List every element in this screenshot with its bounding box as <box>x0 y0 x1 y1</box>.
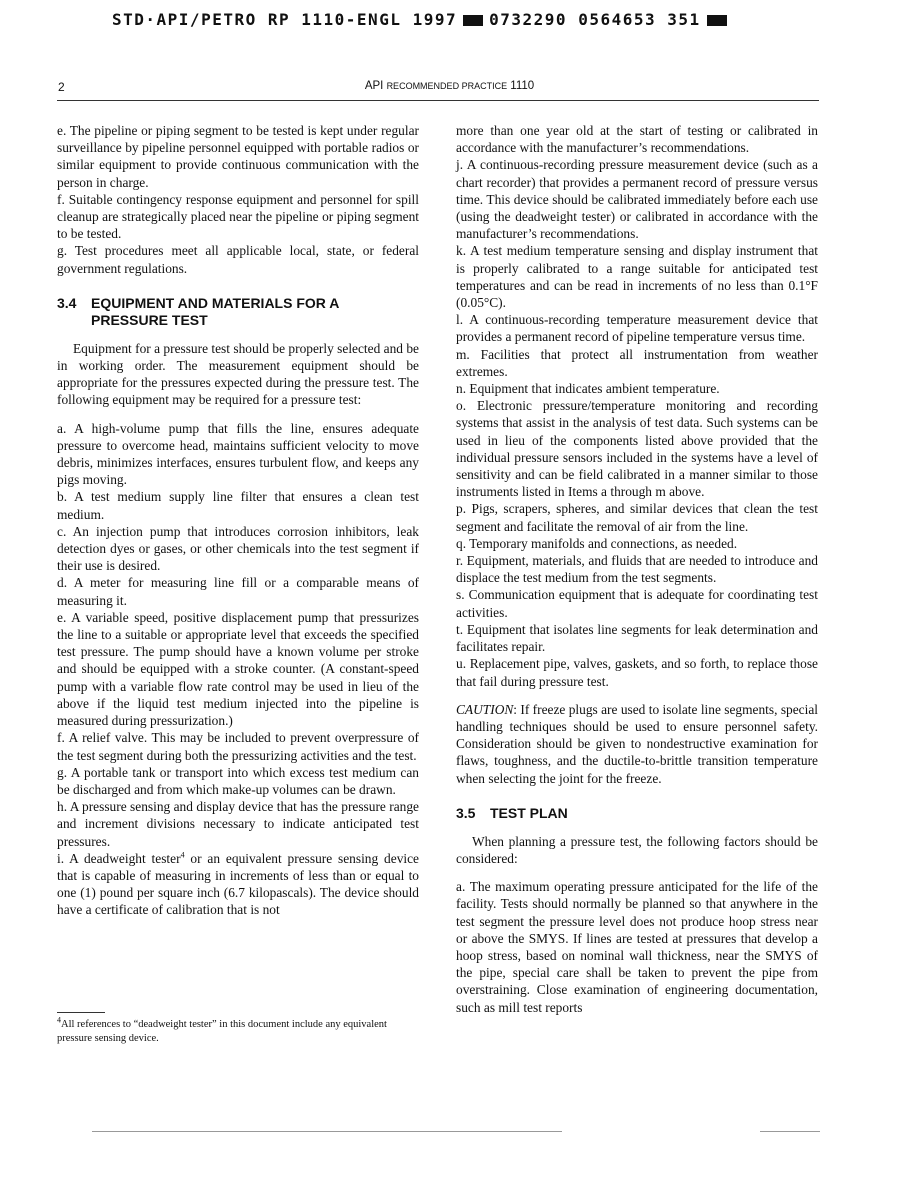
section-3-5-heading <box>456 805 818 822</box>
item-f1: f. Suitable contingency response equipment and personnel for spill cleanup are strategically placed near the pipeline or piping segment to be tested. <box>57 191 419 242</box>
equipment-item-q: q. Temporary manifolds and connections, as needed. <box>456 535 738 551</box>
equipment-item-b: b. A test medium supply line filter that ensures a clean test medium. <box>57 489 419 522</box>
caution-text: : If freeze plugs are used to isolate line segments, special handling techniques should be used to ensure personnel safety. Consideration should be given to nondestructive examination for flaws, toughness, and the ductile-to-brittle transition temperature when selecting the joint for the freeze. <box>456 701 818 786</box>
footnote-text: All references to “deadweight tester” in this document include any equivalent pressure sensing device. <box>57 1019 387 1044</box>
caution-note <box>456 701 818 787</box>
item-i-text: i. A deadweight tester <box>57 850 181 866</box>
item-g1: g. Test procedures meet all applicable local, state, or federal government regulations. <box>57 243 419 276</box>
equipment-item-i <box>57 850 419 919</box>
stamp-block <box>707 15 727 26</box>
item-i-text-cont: or an equivalent pressure sensing device that is capable of measuring in increments of less than or equal to one (1) pound per square inch (6.7 kilopascals). The device should have a certificate of calibration that is not <box>57 850 419 918</box>
page-number: 2 <box>58 80 65 94</box>
equipment-item-n: n. Equipment that indicates ambient temperature. <box>456 381 720 397</box>
caution-label: CAUTION <box>456 701 514 717</box>
equipment-item-d: d. A meter for measuring line fill or a comparable means of measuring it. <box>57 575 419 608</box>
equipment-item-m: m. Facilities that protect all instrumentation from weather extremes. <box>456 346 818 379</box>
equipment-item-t: t. Equipment that isolates line segments for leak determination and facilitates repair. <box>456 621 818 655</box>
section-title: TEST PLAN <box>490 804 568 821</box>
equipment-item-u: u. Replacement pipe, valves, gaskets, and so forth, to replace those that fail during pressure test. <box>456 656 818 689</box>
stamp-prefix: STD·API/PETRO RP 1110-ENGL 1997 <box>112 10 458 29</box>
section-number: 3.5 <box>456 804 476 821</box>
equipment-item-s: s. Communication equipment that is adequate for coordinating test activities. <box>456 587 818 620</box>
section-3-4-heading <box>57 295 419 329</box>
header-rule <box>57 100 819 101</box>
test-plan-item-a: a. The maximum operating pressure anticipated for the life of the facility. Tests should normally be planned so that anywhere in the test segment the pressure level does not produce hoop stress near or above the SMYS. If lines are tested at pressures that develop a hoop stress, based on nominal wall thickness, near the SMYS of the pipe, special care shall be taken to prevent the pipe from overstraining. Close examination of engineering documentation, such as mill test reports <box>456 879 818 1015</box>
equipment-item-j: j. A continuous-recording pressure measurement device (such as a chart recorder) that provides a permanent record of pressure versus time. This device should be calibrated immediately before each use (using the deadweight tester) or calibrated in accordance with the manufacturer’s recommendations. <box>456 157 818 242</box>
footnote-ref: 4 <box>180 850 185 860</box>
equipment-item-r: r. Equipment, materials, and fluids that are needed to introduce and displace the test medium from the test segments. <box>456 553 818 586</box>
left-column <box>57 122 419 919</box>
equipment-item-k: k. A test medium temperature sensing and display instrument that is properly calibrated to a range suitable for anticipated test temperatures and can be read in increments of no less than 0.1°F (0.05°C). <box>456 243 818 311</box>
footnote-rule <box>57 1012 105 1013</box>
test-plan-intro: When planning a pressure test, the following factors should be considered: <box>456 833 818 866</box>
stamp-block <box>463 15 483 26</box>
running-title-num: 1110 <box>507 80 535 92</box>
section-title: EQUIPMENT AND MATERIALS FOR A PRESSURE TEST <box>91 294 339 328</box>
stamp-code: 0732290 0564653 351 <box>489 10 701 29</box>
running-header <box>0 80 899 92</box>
scan-artifact-line <box>92 1131 562 1132</box>
section-number: 3.4 <box>57 294 77 311</box>
equipment-item-c: c. An injection pump that introduces corrosion inhibitors, leak detection dyes or gases, or other chemicals into the test segment if their use is desired. <box>57 523 419 574</box>
equipment-item-g: g. A portable tank or transport into which excess test medium can be discharged and from which make-up volumes can be drawn. <box>57 764 419 797</box>
equipment-item-e: e. A variable speed, positive displacement pump that pressurizes the line to a suitable or appropriate level that exceeds the specified test pressure. The pump should have a known volume per stroke and should be equipped with a stroke counter. (A constant-speed pump with a variable flow rate control may be used in lieu of the above if the liquid test medium injected into the pipeline is measured during pressurization.) <box>57 609 419 729</box>
equipment-item-a: a. A high-volume pump that fills the line, ensures adequate pressure to overcome head, maintains sufficient velocity to move debris, minimizes interfaces, ensures turbulent flow, and keeps any pigs moving. <box>57 420 419 488</box>
footnote-mark: 4 <box>57 1015 61 1025</box>
item-e1: e. The pipeline or piping segment to be tested is kept under regular surveillance by pipeline personnel equipped with portable radios or similar equipment to provide continuous communication with the person in charge. <box>57 123 419 190</box>
equipment-item-h: h. A pressure sensing and display device that has the pressure range and increment divisions necessary to indicate anticipated test pressures. <box>57 799 419 849</box>
equipment-item-o: o. Electronic pressure/temperature monitoring and recording systems that assist in the analysis of test data. Such systems can be used in lieu of the components listed above provided that the individual pressure sensors included in the systems have a level of sensitivity and can be field calibrated in a manner similar to those instruments listed in Items a through m above. <box>456 398 818 500</box>
section-intro: Equipment for a pressure test should be properly selected and be in working order. The measurement equipment should be appropriate for the pressures expected during the pressure test. The following equipment may be required for a pressure test: <box>57 340 419 408</box>
footnote <box>57 1015 419 1046</box>
running-title-rest: RECOMMENDED PRACTICE <box>386 81 508 91</box>
scan-artifact-line <box>760 1131 820 1132</box>
running-title-api: API <box>364 80 387 92</box>
right-column <box>456 122 818 1016</box>
equipment-item-p: p. Pigs, scrapers, spheres, and similar devices that clean the test segment and facilitate the removal of air from the line. <box>456 501 818 534</box>
document-stamp <box>112 10 733 29</box>
equipment-item-f: f. A relief valve. This may be included to prevent overpressure of the test segment during both the pressurizing activities and the test. <box>57 730 419 763</box>
equipment-item-l: l. A continuous-recording temperature measurement device that provides a permanent record of pipeline temperature versus time. <box>456 312 818 345</box>
item-i-continued: more than one year old at the start of testing or calibrated in accordance with the manufacturer’s recommendations. <box>456 123 818 156</box>
